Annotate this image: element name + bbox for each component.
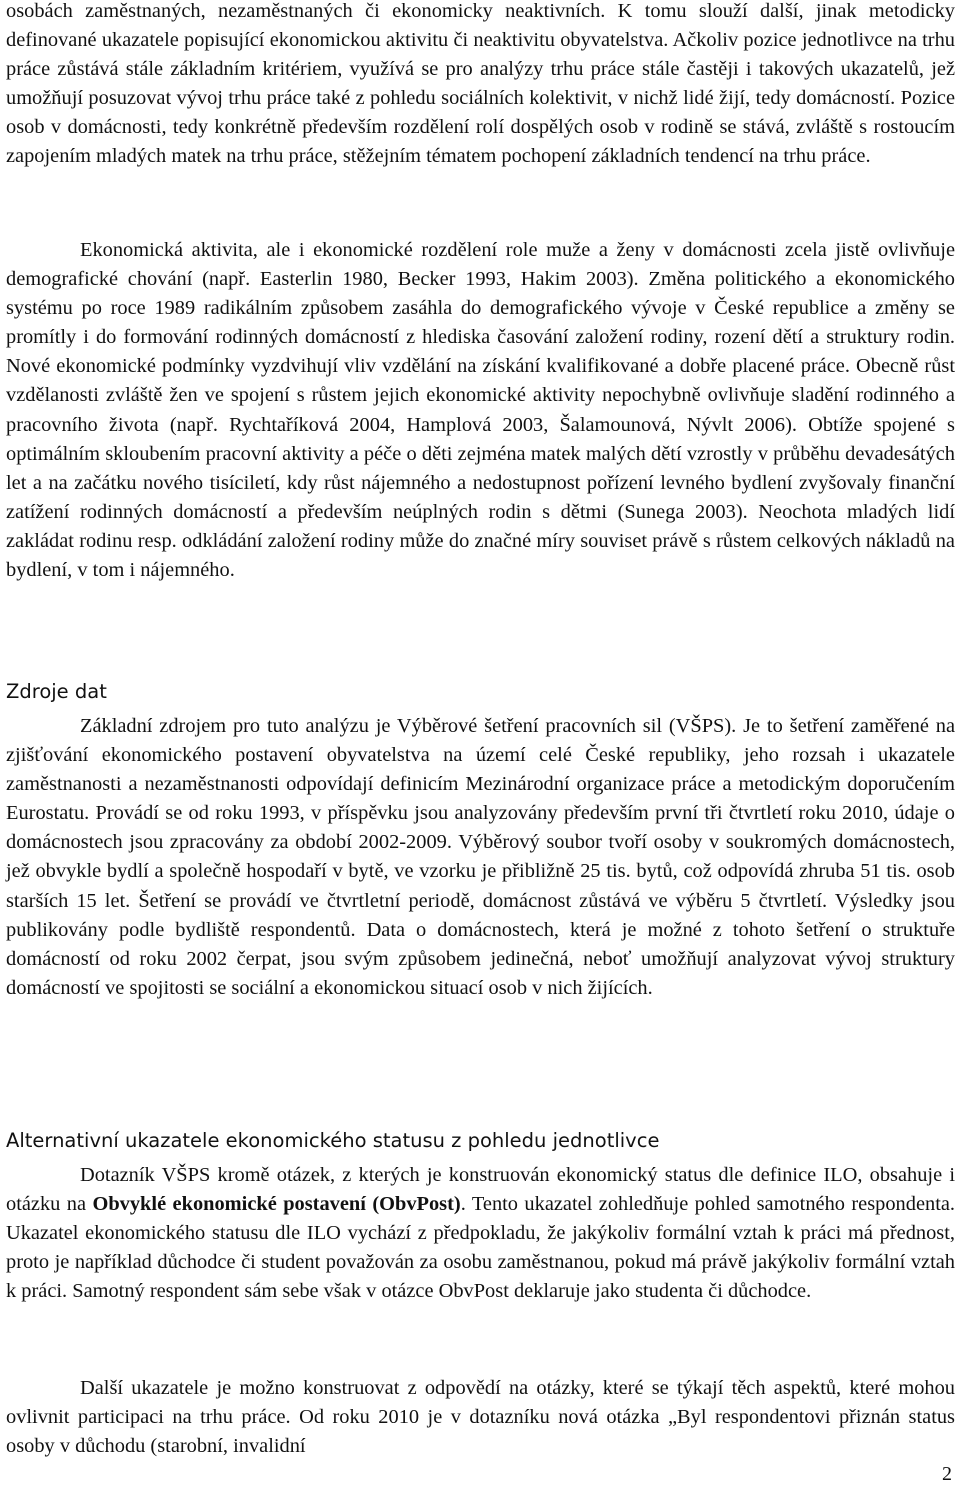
paragraph-intro: osobách zaměstnaných, nezaměstnaných či ekonomicky neaktivních. K tomu slouží další, jinak metodicky definované ukazatele popisující ekonomickou aktivitu či neaktivitu obyvatelstva. Ačkoliv pozice jednotlivce na trhu práce zůstává stále základním kritériem, využívá se pro analýzy trhu práce stále častěji i takových ukazatelů, jež umožňují posuzovat vývoj trhu práce také z pohledu sociálních kolektivit, v nichž lidé žijí, tedy domácností. Pozice osob v domácnosti, tedy konkrétně především rozdělení rolí dospělých osob v rodině se stává, zvláště s rostoucím zapojením mladých matek na trhu práce, stěžejním tématem pochopení základních tendencí na trhu práce. (6, 0, 955, 168)
text-run: Dotazník VŠPS kromě otázek, z kterých je konstruován ekonomický status dle definice ILO, obsahuje i otázku na (6, 1164, 955, 1216)
page-number: 2 (942, 1463, 952, 1485)
paragraph-vsps-questionnaire (6, 1161, 955, 1306)
text-run: . Tento ukazatel zohledňuje pohled samotného respondenta. Ukazatel ekonomického statusu dle ILO vychází z předpokladu, že jakýkoliv formální vztah k práci má přednost, proto je například důchodce či student považován za osobu zaměstnanou, pokud má právě jakýkoliv formální vztah k práci. Samotný respondent sám sebe však v otázce ObvPost deklaruje jako studenta či důchodce. (6, 1193, 956, 1303)
section-heading-alternative-indicators: Alternativní ukazatele ekonomického statusu z pohledu jednotlivce (6, 1129, 660, 1152)
paragraph-data-sources: Základní zdrojem pro tuto analýzu je Výběrové šetření pracovních sil (VŠPS). Je to šetření zaměřené na zjišťování ekonomického postavení obyvatelstva na území celé České republiky, jeho rozsah i ukazatele zaměstnanosti a nezaměstnanosti odpovídají definicím Mezinárodní organizace práce a metodickým doporučením Eurostatu. Provádí se od roku 1993, v příspěvku jsou analyzovány především první tři čtvrtletí roku 2010, údaje o domácnostech jsou zpracovány za období 2002-2009. Výběrový soubor tvoří osoby v soukromých domácnostech, jež obvykle bydlí a společně hospodaří v bytě, ve vzorku je přibližně 25 tis. bytů, což odpovídá zhruba 51 tis. osob starších 15 let. Šetření se provádí ve čtvrtletní periodě, domácnost zůstává ve výběru 5 čtvrtletí. Výsledky jsou publikovány podle bydliště respondentů. Data o domácnostech, která je možné z tohoto šetření o struktuře domácností od roku 2002 čerpat, jsou svým způsobem jedinečná, neboť umožňují analyzovat vývoj struktury domácností ve spojitosti se sociální a ekonomickou situací osob v nich žijících. (6, 715, 955, 999)
bold-term-obvpost: Obvyklé ekonomické postavení (ObvPost) (92, 1193, 461, 1216)
paragraph-other-indicators: Další ukazatele je možno konstruovat z odpovědí na otázky, které se týkají těch aspektů, které mohou ovlivnit participaci na trhu práce. Od roku 2010 je v dotazníku nová otázka „Byl respondentovi přiznán status osoby v důchodu (starobní, invalidní (6, 1377, 955, 1458)
section-heading-data-sources: Zdroje dat (6, 680, 107, 703)
paragraph-economic-activity: Ekonomická aktivita, ale i ekonomické rozdělení role muže a ženy v domácnosti zcela jistě ovlivňuje demografické chování (např. Easterlin 1980, Becker 1993, Hakim 2003). Změna politického a ekonomického systému po roce 1989 radikálním způsobem zasáhla do demografického vývoje v České republice a změny se promítly i do formování rodinných domácností z hlediska časování založení rodiny, rození dětí a struktury rodin. Nové ekonomické podmínky vyzdvihují vliv vzdělání na získání kvalifikované a dobře placené práce. Obecně růst vzdělanosti zvláště žen ve spojení s růstem jejich ekonomické aktivity nepochybně ovlivňuje sladění rodinného a pracovního života (např. Rychtaříková 2004, Hamplová 2003, Šalamounová, Nývlt 2006). Obtíže spojené s optimálním skloubením pracovní aktivity a péče o děti zejména matek malých dětí vzrostly v průběhu devadesátých let a na začátku nového tisíciletí, kdy růst nájemného a nedostupnost pořízení levného bydlení zvyšovaly finanční zatížení rodinných domácností a především neúplných rodin s dětmi (Sunega 2003). Neochota mladých lidí zakládat rodinu resp. odkládání založení rodiny může do značné míry souviset právě s růstem celkových nákladů na bydlení, v tom i nájemného. (6, 239, 955, 582)
